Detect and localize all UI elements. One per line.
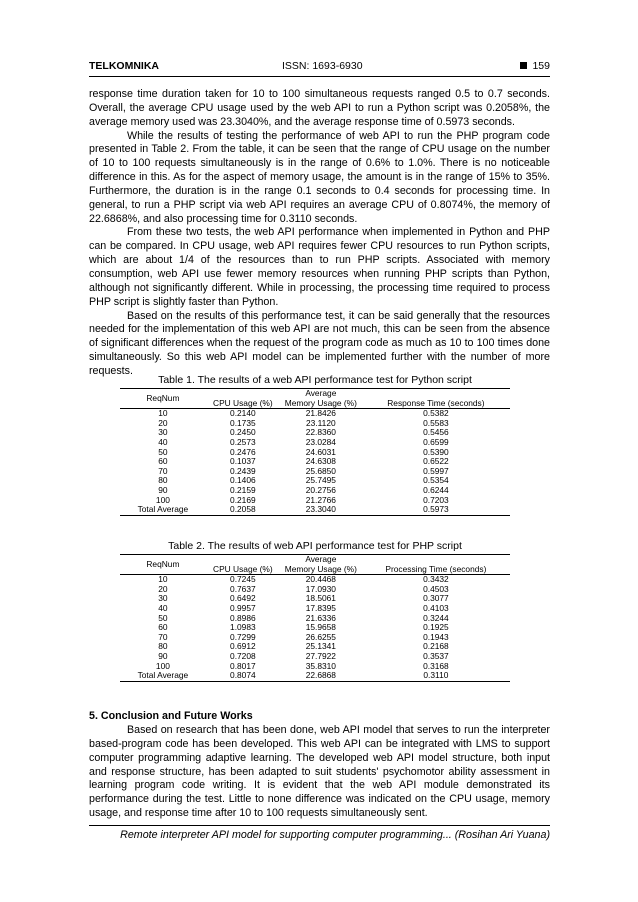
- table-cell: 15.9658: [305, 622, 336, 633]
- table-cell: 18.5061: [305, 593, 336, 604]
- section-heading: 5. Conclusion and Future Works: [89, 710, 253, 722]
- table-caption: Table 1. The results of a web API performance test for Python script: [158, 374, 472, 386]
- table-cell: 0.2439: [230, 465, 256, 476]
- table-cell: 0.6492: [230, 593, 256, 604]
- table-cell: 30: [158, 593, 168, 604]
- table-body: [120, 575, 510, 682]
- table-cell: 0.5390: [423, 446, 449, 457]
- table-cell: 21.6336: [305, 612, 336, 623]
- col-header-reqnum: ReqNum: [120, 389, 206, 409]
- body-text-bottom: [89, 724, 550, 821]
- col-header-memory: [280, 555, 362, 575]
- table-cell: 0.3168: [423, 660, 449, 671]
- table-cell: 25.6850: [305, 465, 336, 476]
- table-1: [120, 374, 510, 516]
- table-cell: 0.4103: [423, 602, 449, 613]
- table-cell: 0.3244: [423, 612, 449, 623]
- header-memory: Memory Usage (%): [284, 563, 357, 574]
- table-cell: 23.3040: [280, 505, 362, 515]
- col-header-cpu: CPU Usage (%): [206, 555, 280, 575]
- results-table: [120, 388, 510, 516]
- table-cell: 0.2140: [230, 408, 256, 419]
- table-cell: Total Average: [120, 671, 206, 681]
- square-bullet-icon: [520, 62, 527, 69]
- table-cell: 0.1925: [423, 622, 449, 633]
- footer-divider: [89, 825, 550, 826]
- paragraph: response time duration taken for 10 to 100 simultaneous requests ranged 0.5 to 0.7 seconds. Overall, the average CPU usage used by the web API to run a Python script was 0.2058%, the average memory used was 23.3040%, and the average response time of 0.5973 seconds.: [89, 88, 550, 128]
- body-text-top: [89, 88, 550, 379]
- table-cell: 0.5382: [423, 408, 449, 419]
- table-row: [120, 671, 510, 681]
- table-caption: Table 2. The results of web API performance test for PHP script: [168, 540, 462, 552]
- col-header-time: Processing Time (seconds): [362, 555, 510, 575]
- table-cell: 0.6599: [423, 436, 449, 447]
- table-cell: 0.2573: [230, 436, 256, 447]
- col-header-reqnum: ReqNum: [120, 555, 206, 575]
- table-cell: 0.2168: [423, 641, 449, 652]
- header-average: Average: [305, 554, 337, 564]
- table-cell: Total Average: [120, 505, 206, 515]
- table-cell: 0.1406: [230, 475, 256, 486]
- table-cell: 50: [158, 446, 168, 457]
- table-2: [120, 540, 510, 682]
- table-cell: 25.1341: [305, 641, 336, 652]
- table-cell: 23.0284: [305, 436, 336, 447]
- table-cell: 17.0930: [305, 583, 336, 594]
- table-cell: 0.9957: [230, 602, 256, 613]
- table-cell: 70: [158, 631, 168, 642]
- header-memory: Memory Usage (%): [284, 397, 357, 408]
- table-cell: 20.4468: [305, 574, 336, 585]
- table-cell: 27.7922: [305, 650, 336, 661]
- issn: ISSN: 1693-6930: [282, 60, 363, 72]
- col-header-time: Response Time (seconds): [362, 389, 510, 409]
- table-cell: 24.6031: [305, 446, 336, 457]
- header-average: Average: [305, 388, 337, 398]
- table-cell: 50: [158, 612, 168, 623]
- page-header: [89, 58, 550, 74]
- table-cell: 40: [158, 602, 168, 613]
- table-cell: 0.6522: [423, 456, 449, 467]
- table-cell: 25.7495: [305, 475, 336, 486]
- table-cell: 35.8310: [305, 660, 336, 671]
- table-cell: 0.3432: [423, 574, 449, 585]
- table-cell: 0.6244: [423, 484, 449, 495]
- table-cell: 0.1735: [230, 417, 256, 428]
- table-cell: 10: [158, 574, 168, 585]
- table-cell: 0.1943: [423, 631, 449, 642]
- table-cell: 0.1037: [230, 456, 256, 467]
- results-table: [120, 554, 510, 682]
- table-cell: 24.6308: [305, 456, 336, 467]
- table-cell: 0.3537: [423, 650, 449, 661]
- table-cell: 0.2159: [230, 484, 256, 495]
- table-cell: 26.6255: [305, 631, 336, 642]
- table-cell: 0.7637: [230, 583, 256, 594]
- table-cell: 80: [158, 475, 168, 486]
- table-cell: 0.8986: [230, 612, 256, 623]
- table-cell: 0.5456: [423, 427, 449, 438]
- table-cell: 23.1120: [306, 417, 336, 428]
- header-divider: [89, 76, 550, 77]
- table-row: [120, 505, 510, 515]
- table-cell: 1.0983: [230, 622, 256, 633]
- col-header-memory: [280, 389, 362, 409]
- table-cell: 10: [158, 408, 168, 419]
- table-cell: 60: [158, 456, 168, 467]
- paragraph: Based on research that has been done, web API model that serves to run the interpreter based-program code has been developed. This web API can be integrated with LMS to support computer programming adaptive learning. The developed web API model structure, both input and response structure, has been adapted to suit students' psychomotor ability assessment in learning program code writing. It is evident that the web API module demonstrated its performance during the test. Little to none difference was indicated on the CPU usage, memory usage, and response time after 10 to 100 requests simultaneously sent.: [89, 724, 550, 820]
- table-cell: 0.6912: [230, 641, 256, 652]
- paragraph: Based on the results of this performance test, it can be said generally that the resources needed for the implementation of this web API are not much, this can be seen from the absence of significant differences when the request of the program code as much as 10 to 100 times done simultaneously. So this web API model can be implemented further with the number of more requests.: [89, 309, 550, 377]
- table-cell: 20.2756: [305, 484, 336, 495]
- table-cell: 0.3077: [423, 593, 449, 604]
- page-number: 159: [532, 60, 550, 72]
- table-cell: 0.5997: [423, 465, 449, 476]
- page-footer: Remote interpreter API model for supporting computer programming... (Rosihan Ari Yuana): [120, 829, 550, 841]
- table-cell: 0.8074: [206, 671, 280, 681]
- table-cell: 90: [158, 484, 168, 495]
- table-cell: 0.5354: [423, 475, 449, 486]
- table-cell: 60: [158, 622, 168, 633]
- table-cell: 0.7203: [423, 494, 449, 505]
- table-cell: 21.8426: [305, 408, 336, 419]
- table-cell: 17.8395: [305, 602, 336, 613]
- table-cell: 100: [155, 660, 170, 671]
- table-cell: 0.2169: [230, 494, 256, 505]
- table-cell: 0.2450: [230, 427, 256, 438]
- table-body: [120, 409, 510, 516]
- table-cell: 80: [158, 641, 168, 652]
- table-cell: 0.8017: [230, 660, 256, 671]
- table-cell: 30: [158, 427, 168, 438]
- table-cell: 0.2476: [230, 446, 256, 457]
- table-cell: 0.4503: [423, 583, 449, 594]
- table-cell: 0.5973: [362, 505, 510, 515]
- table-cell: 22.6868: [280, 671, 362, 681]
- table-cell: 20: [158, 583, 168, 594]
- table-cell: 20: [158, 417, 168, 428]
- table-cell: 70: [158, 465, 168, 476]
- page-number-block: [520, 60, 550, 72]
- table-cell: 40: [158, 436, 168, 447]
- table-cell: 0.3110: [362, 671, 510, 681]
- table-cell: 0.7299: [230, 631, 256, 642]
- table-cell: 100: [155, 494, 170, 505]
- col-header-cpu: CPU Usage (%): [206, 389, 280, 409]
- table-cell: 0.2058: [206, 505, 280, 515]
- table-cell: 0.7208: [230, 650, 256, 661]
- paragraph: While the results of testing the performance of web API to run the PHP program code presented in Table 2. From the table, it can be seen that the range of CPU usage on the number of 10 to 100 requests simultaneously is in the range of 0.6% to 1.0%. There is no noticeable difference in this. As for the aspect of memory usage, the amount is in the range of 15% to 35%. Furthermore, the duration is in the range 0.1 seconds to 0.4 seconds for processing time. In general, to run a PHP script via web API requires an average CPU of 0.8074%, the memory of 22.6868%, and also processing time for 0.3110 seconds.: [89, 129, 550, 225]
- paragraph: From these two tests, the web API performance when implemented in Python and PHP can be compared. In CPU usage, web API requires fewer CPU resources to run Python scripts, which are about 1/4 of the resources than to run PHP scripts. Associated with memory consumption, web API use fewer memory resources when running PHP scripts than Python, although not significantly different. While in processing, the processing time required to process PHP script is slightly faster than Python.: [89, 226, 550, 308]
- table-cell: 22.8360: [305, 427, 336, 438]
- journal-name: TELKOMNIKA: [89, 60, 159, 72]
- table-cell: 21.2766: [305, 494, 336, 505]
- table-cell: 90: [158, 650, 168, 661]
- table-cell: 0.7245: [230, 574, 256, 585]
- table-cell: 0.5583: [423, 417, 449, 428]
